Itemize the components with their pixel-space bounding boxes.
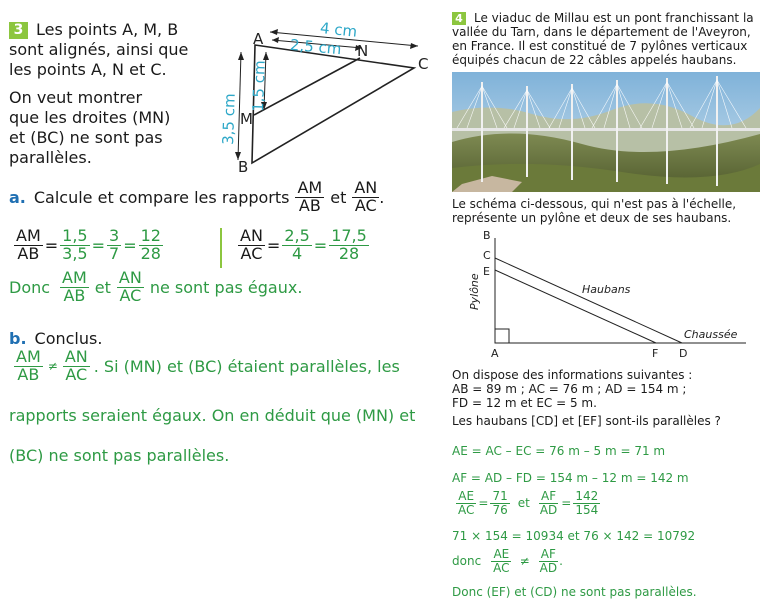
ratio-142-154	[573, 490, 600, 516]
frac-denominator: AB	[17, 364, 40, 384]
label-e: E	[483, 265, 490, 278]
frac-numerator: 142	[575, 489, 599, 503]
frac-numerator: AM	[297, 178, 323, 197]
label-b: B	[483, 229, 491, 242]
frac-denominator: AC	[119, 285, 142, 305]
ex4-question: Les haubans [CD] et [EF] sont-ils parallèles ?	[452, 414, 721, 428]
ex4-donc	[452, 548, 563, 574]
frac-numerator: AN	[354, 178, 378, 197]
donc-end: ne sont pas égaux.	[149, 277, 303, 297]
ex3-triangle-figure	[205, 15, 440, 175]
ex4-donc-end: .	[559, 554, 563, 569]
label-c: C	[483, 249, 491, 262]
length-am: 1,5 cm	[249, 60, 269, 113]
ex3-goal	[9, 88, 209, 168]
ratio-ae-ac	[456, 490, 476, 516]
calc2-lhs	[238, 228, 265, 263]
arrow-am-head-top	[263, 52, 269, 60]
ex3-part-b-answer-line1	[14, 349, 400, 384]
length-an: 2,5 cm	[289, 35, 343, 59]
viaduct-illustration	[452, 72, 760, 192]
frac-denominator: AD	[539, 560, 558, 575]
label-haubans: Haubans	[582, 283, 631, 296]
ex3-calc-am-ab: $\frac{AM}{AB}$ = $\frac{1,5}{3,5}$ = $\frac{3}{7}$ = $\frac{12}{28}$	[16, 226, 161, 263]
cable-ef	[495, 270, 656, 343]
partb-frac-an-ac	[63, 349, 90, 384]
label-point-m: M	[240, 110, 253, 128]
length-ab: 3,5 cm	[219, 93, 239, 146]
label-f: F	[652, 347, 659, 360]
label-d: D	[679, 347, 688, 360]
frac-numerator: 1,5	[62, 226, 88, 245]
frac-numerator: AN	[64, 347, 88, 366]
info-line1: On dispose des informations suivantes :	[452, 368, 693, 382]
frac-denominator: AB	[17, 243, 40, 263]
frac-numerator: AN	[240, 226, 263, 245]
segment-mn	[254, 58, 360, 115]
calc-divider	[220, 228, 222, 268]
part-a-frac-an-ac	[352, 180, 379, 215]
ex3-calc-an-ac: $\frac{AN}{AC}$ = $\frac{2,5}{4}$ = $\frac{17,5}{28}$	[240, 226, 367, 263]
ex3-part-a	[9, 180, 384, 215]
arrow-ac-head-right	[410, 43, 418, 49]
label-point-c: C	[418, 55, 429, 73]
ex4-intro	[452, 11, 766, 67]
ex4-schema-text	[452, 197, 766, 225]
ex4-intro-line3: en France. Il est constitué de 7 pylônes verticaux	[452, 39, 748, 53]
frac-denominator: AC	[354, 195, 377, 215]
ex3-part-b-answer-line3: (BC) ne sont pas parallèles.	[9, 446, 230, 465]
schema-line1: Le schéma ci-dessous, qui n'est pas à l'échelle,	[452, 197, 737, 211]
calc1-lhs	[14, 228, 43, 263]
ex4-info	[452, 368, 766, 428]
ex3-intro	[9, 20, 209, 80]
arrow-ab-head-top	[238, 52, 244, 60]
frac-denominator: 7	[109, 243, 120, 263]
frac-denominator: 3,5	[62, 243, 88, 263]
donc-frac-an-ac	[117, 270, 144, 305]
ex4-answer-af: AF = AD – FD = 154 m – 12 m = 142 m	[452, 471, 689, 485]
ex4-ratios: $\frac{AE}{AC}$ = $\frac{71}{76}$ et $\frac{AF}{AD}$ = $\frac{142}{154}$	[458, 489, 599, 517]
donc-frac-am-ab	[60, 270, 89, 305]
frac-numerator: AE	[493, 547, 510, 561]
label-point-b: B	[238, 158, 249, 175]
frac-numerator: AF	[540, 489, 557, 503]
arrow-ac-head-left	[270, 29, 278, 35]
calc1-value3	[139, 228, 163, 263]
frac-numerator: 2,5	[284, 226, 310, 245]
cable-cd	[495, 258, 682, 343]
frac-denominator: AC	[458, 502, 475, 517]
arrow-ab	[238, 52, 241, 160]
part-a-text: Calcule et compare les rapports	[33, 187, 290, 207]
part-a-label: a.	[9, 187, 26, 207]
ex3-goal-line4: parallèles.	[9, 148, 92, 167]
frac-denominator: AC	[240, 243, 263, 263]
calc1-value1	[60, 228, 89, 263]
frac-numerator: 71	[492, 489, 508, 503]
label-a: A	[491, 347, 499, 360]
donc-af-ad	[538, 548, 559, 574]
frac-denominator: 28	[338, 243, 360, 263]
part-b-label: b.	[9, 329, 27, 348]
frac-denominator: AB	[63, 285, 86, 305]
label-point-n: N	[357, 42, 369, 60]
frac-denominator: 4	[291, 243, 303, 263]
frac-denominator: AC	[65, 364, 88, 384]
ex4-donc-neq: ≠	[519, 554, 530, 569]
frac-numerator: AM	[62, 268, 87, 287]
ex4-intro-line2: vallée du Tarn, dans le département de l'Aveyron,	[452, 25, 751, 39]
pylon-diagram	[452, 225, 762, 365]
ratio-af-ad	[538, 490, 559, 516]
part-a-end: .	[379, 187, 385, 207]
ex3-goal-line3: et (BC) ne sont pas	[9, 128, 163, 147]
partb-neq: ≠	[47, 359, 58, 374]
calc2-value1	[282, 228, 311, 263]
ex3-intro-line2: sont alignés, ainsi que	[9, 40, 189, 59]
frac-numerator: AF	[540, 547, 556, 561]
schema-line2: représente un pylône et deux de ses haubans.	[452, 211, 732, 225]
length-ac: 4 cm	[319, 18, 359, 41]
frac-numerator: 17,5	[331, 226, 367, 245]
ex3-goal-line2: que les droites (MN)	[9, 108, 171, 127]
ex3-donc	[9, 270, 302, 305]
ex3-intro-line1: Les points A, M, B	[36, 20, 179, 39]
calc1-value2	[107, 228, 121, 263]
frac-denominator: 76	[492, 502, 508, 517]
ex3-part-b-answer-line2: rapports seraient égaux. On en déduit que (MN) et	[9, 406, 416, 425]
frac-denominator: AB	[298, 195, 321, 215]
ex4-intro-line4: équipés chacun de 22 câbles appelés haubans.	[452, 53, 737, 67]
donc-ae-ac	[491, 548, 511, 574]
ex3-number-badge: 3	[9, 22, 28, 39]
ex3-part-b	[9, 329, 102, 348]
donc-et: et	[94, 277, 111, 297]
frac-denominator: 154	[575, 502, 599, 517]
right-angle-mark	[495, 329, 509, 343]
calc2-value2	[329, 228, 369, 263]
frac-numerator: AM	[16, 226, 41, 245]
label-point-a: A	[253, 30, 264, 48]
partb-line1-text: . Si (MN) et (BC) étaient parallèles, les	[93, 356, 400, 376]
ratio-et: et	[517, 496, 530, 511]
info-line2: AB = 89 m ; AC = 76 m ; AD = 154 m ;	[452, 382, 687, 396]
info-line3: FD = 12 m et EC = 5 m.	[452, 396, 597, 410]
frac-numerator: 12	[140, 226, 161, 245]
ratio-71-76	[490, 490, 509, 516]
part-b-text: Conclus.	[34, 329, 103, 348]
frac-denominator: 28	[140, 243, 161, 263]
triangle-abc	[252, 45, 414, 163]
frac-numerator: AE	[458, 489, 475, 503]
ex4-answer-ae: AE = AC – EC = 76 m – 5 m = 71 m	[452, 444, 666, 458]
part-a-et: et	[330, 187, 347, 207]
donc-word: Donc	[9, 277, 51, 297]
ex4-donc-word: donc	[452, 554, 482, 569]
ex4-products: 71 × 154 = 10934 et 76 × 142 = 10792	[452, 529, 696, 543]
frac-numerator: 3	[109, 226, 120, 245]
partb-frac-am-ab	[14, 349, 43, 384]
ex3-goal-line1: On veut montrer	[9, 88, 143, 107]
label-pylone: Pylône	[468, 273, 481, 310]
frac-denominator: AD	[539, 502, 558, 517]
viaduct-photo	[452, 72, 760, 192]
arrow-an-head-left	[272, 37, 279, 43]
frac-numerator: AM	[16, 347, 41, 366]
frac-denominator: AC	[493, 560, 510, 575]
ex4-number-badge: 4	[452, 12, 466, 25]
label-chaussee: Chaussée	[684, 328, 738, 341]
ex3-intro-line3: les points A, N et C.	[9, 60, 167, 79]
frac-numerator: AN	[118, 268, 142, 287]
ex4-intro-line1: Le viaduc de Millau est un pont franchissant la	[474, 11, 754, 25]
ex4-conclusion: Donc (EF) et (CD) ne sont pas parallèles.	[452, 585, 697, 599]
part-a-frac-am-ab	[295, 180, 324, 215]
